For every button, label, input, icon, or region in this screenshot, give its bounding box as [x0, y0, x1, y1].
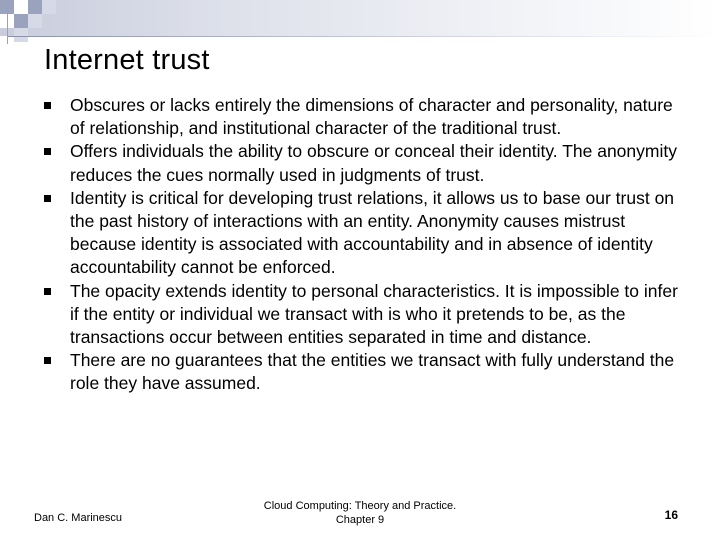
decor-square: [0, 0, 14, 14]
decor-square: [28, 14, 42, 28]
footer-book-title: [230, 499, 490, 527]
header-rule: [8, 36, 720, 37]
bullet-square-icon: [44, 195, 51, 202]
slide-title: Internet trust: [44, 44, 210, 76]
bullet-item: [44, 140, 684, 186]
decorative-squares: [0, 0, 60, 44]
bullet-text: There are no guarantees that the entities we transact with fully understand the role they have assumed.: [70, 350, 675, 394]
decor-vertical-rule: [7, 14, 8, 44]
bullet-item: [44, 94, 684, 140]
decor-square: [14, 28, 28, 42]
footer-book-line1: Cloud Computing: Theory and Practice.: [263, 500, 457, 512]
footer-author: Dan C. Marinescu: [34, 512, 123, 524]
bullet-square-icon: [44, 148, 51, 155]
bullet-item: [44, 280, 684, 350]
bullet-text: The opacity extends identity to personal characteristics. It is impossible to infer if the entity or individual we transact with is who it pretends to be, as the transactions occur between entities separated in time and distance.: [70, 280, 678, 348]
bullet-square-icon: [44, 357, 51, 364]
bullet-list: [44, 94, 684, 396]
decor-square: [42, 0, 56, 14]
header-gradient-bar: [0, 0, 720, 36]
bullet-square-icon: [44, 102, 51, 109]
bullet-square-icon: [44, 288, 51, 295]
decor-square: [14, 0, 28, 14]
page-number: 16: [664, 508, 678, 522]
bullet-text: Obscures or lacks entirely the dimensions of character and personality, nature of relationship, and institutional character of the traditional trust.: [70, 95, 673, 139]
decor-square: [28, 0, 42, 14]
bullet-item: [44, 349, 684, 395]
decor-square: [14, 14, 28, 28]
bullet-item: [44, 187, 684, 280]
bullet-text: Identity is critical for developing trust relations, it allows us to base our trust on the past history of interactions with an entity. Anonymity causes mistrust because identity is associated with accountability and in absence of identity accountability cannot be enforced.: [70, 187, 675, 278]
footer-book-line2: Chapter 9: [335, 514, 385, 526]
bullet-text: Offers individuals the ability to obscure or conceal their identity. The anonymity reduces the cues normally used in judgments of trust.: [70, 141, 677, 185]
